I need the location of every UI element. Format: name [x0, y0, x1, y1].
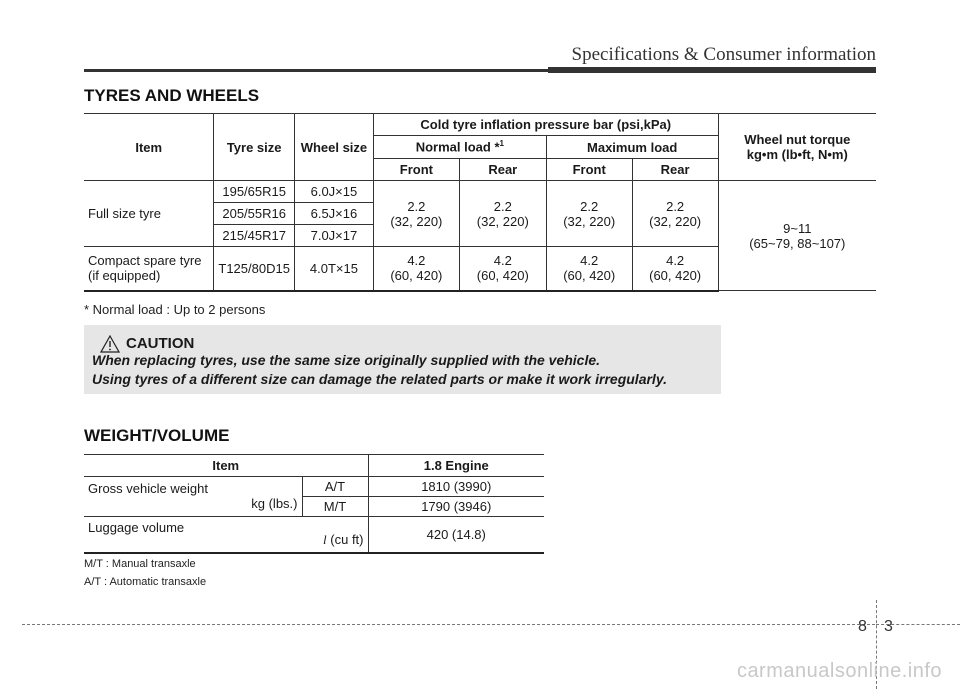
pressure-cell: 4.2 (60, 420) — [459, 247, 546, 291]
luggage-value-cell: 420 (14.8) — [368, 517, 544, 553]
col-maximum-load: Maximum load — [546, 136, 718, 159]
pressure-cell: 2.2 (32, 220) — [632, 181, 718, 247]
footer-rule — [22, 624, 875, 625]
weight-table — [84, 454, 544, 554]
weight-col-item: Item — [84, 455, 368, 477]
col-wheel-nut-torque — [718, 114, 876, 181]
pressure-cell: 4.2 (60, 420) — [632, 247, 718, 291]
watermark: carmanualsonline.info — [736, 660, 942, 682]
tyre-size-cell: 195/65R15 — [214, 181, 295, 203]
transmission-cell: M/T — [302, 497, 368, 517]
tyres-footnote: * Normal load : Up to 2 persons — [84, 302, 266, 317]
pressure-cell: 2.2 (32, 220) — [373, 181, 459, 247]
pressure-cell: 4.2 (60, 420) — [546, 247, 632, 291]
pressure-cell: 2.2 (32, 220) — [546, 181, 632, 247]
caution-title: CAUTION — [126, 335, 195, 352]
col-normal-front: Front — [373, 159, 459, 181]
col-normal-load — [373, 136, 546, 159]
col-item: Item — [84, 114, 214, 181]
luggage-label-cell — [84, 517, 368, 553]
torque-header-line1: Wheel nut torque — [744, 132, 851, 147]
wheel-size-cell: 7.0J×17 — [294, 225, 373, 247]
col-tyre-size: Tyre size — [214, 114, 295, 181]
luggage-unit: l (cu ft) — [323, 531, 364, 547]
torque-header-line2: kg•m (lb•ft, N•m) — [746, 147, 848, 162]
torque-value-cell: 9~11 (65~79, 88~107) — [718, 181, 876, 291]
wheel-size-cell: 4.0T×15 — [294, 247, 373, 291]
gvw-label: Gross vehicle weight — [88, 481, 208, 496]
caution-line-1: When replacing tyres, use the same size originally supplied with the vehicle. — [92, 352, 601, 368]
pressure-cell: 2.2 (32, 220) — [459, 181, 546, 247]
tyres-section-title: TYRES AND WHEELS — [84, 86, 260, 105]
weight-value-cell: 1810 (3990) — [368, 477, 544, 497]
col-normal-rear: Rear — [459, 159, 546, 181]
pressure-cell: 4.2 (60, 420) — [373, 247, 459, 291]
transmission-cell: A/T — [302, 477, 368, 497]
luggage-label: Luggage volume — [88, 520, 185, 535]
col-max-front: Front — [546, 159, 632, 181]
weight-col-engine: 1.8 Engine — [368, 455, 544, 477]
weight-section-title: WEIGHT/VOLUME — [84, 426, 230, 445]
tyre-size-cell: 205/55R16 — [214, 203, 295, 225]
gvw-label-cell — [84, 477, 302, 517]
caution-box — [84, 325, 721, 394]
tyre-size-cell: T125/80D15 — [214, 247, 295, 291]
running-header: Specifications & Consumer information — [571, 44, 876, 65]
compact-spare-label: Compact spare tyre (if equipped) — [84, 247, 214, 291]
normal-load-label: Normal load * — [415, 139, 500, 155]
page-number: 3 — [884, 618, 893, 635]
gvw-unit: kg (lbs.) — [251, 496, 298, 511]
warning-triangle-icon — [100, 335, 120, 353]
note-at: A/T : Automatic transaxle — [84, 576, 207, 588]
wheel-size-cell: 6.5J×16 — [294, 203, 373, 225]
caution-line-2: Using tyres of a different size can damage the related parts or make it work irregularly. — [92, 371, 667, 387]
col-wheel-size: Wheel size — [294, 114, 373, 181]
header-rule-accent — [548, 67, 876, 73]
normal-load-footnote-mark: 1 — [499, 139, 504, 149]
col-cold-pressure: Cold tyre inflation pressure bar (psi,kPa) — [373, 114, 718, 136]
full-size-tyre-label: Full size tyre — [84, 181, 214, 247]
wheel-size-cell: 6.0J×15 — [294, 181, 373, 203]
note-mt: M/T : Manual transaxle — [84, 558, 196, 570]
weight-value-cell: 1790 (3946) — [368, 497, 544, 517]
tyres-table — [84, 113, 876, 292]
col-max-rear: Rear — [632, 159, 718, 181]
chapter-number: 8 — [858, 618, 867, 635]
tyre-size-cell: 215/45R17 — [214, 225, 295, 247]
